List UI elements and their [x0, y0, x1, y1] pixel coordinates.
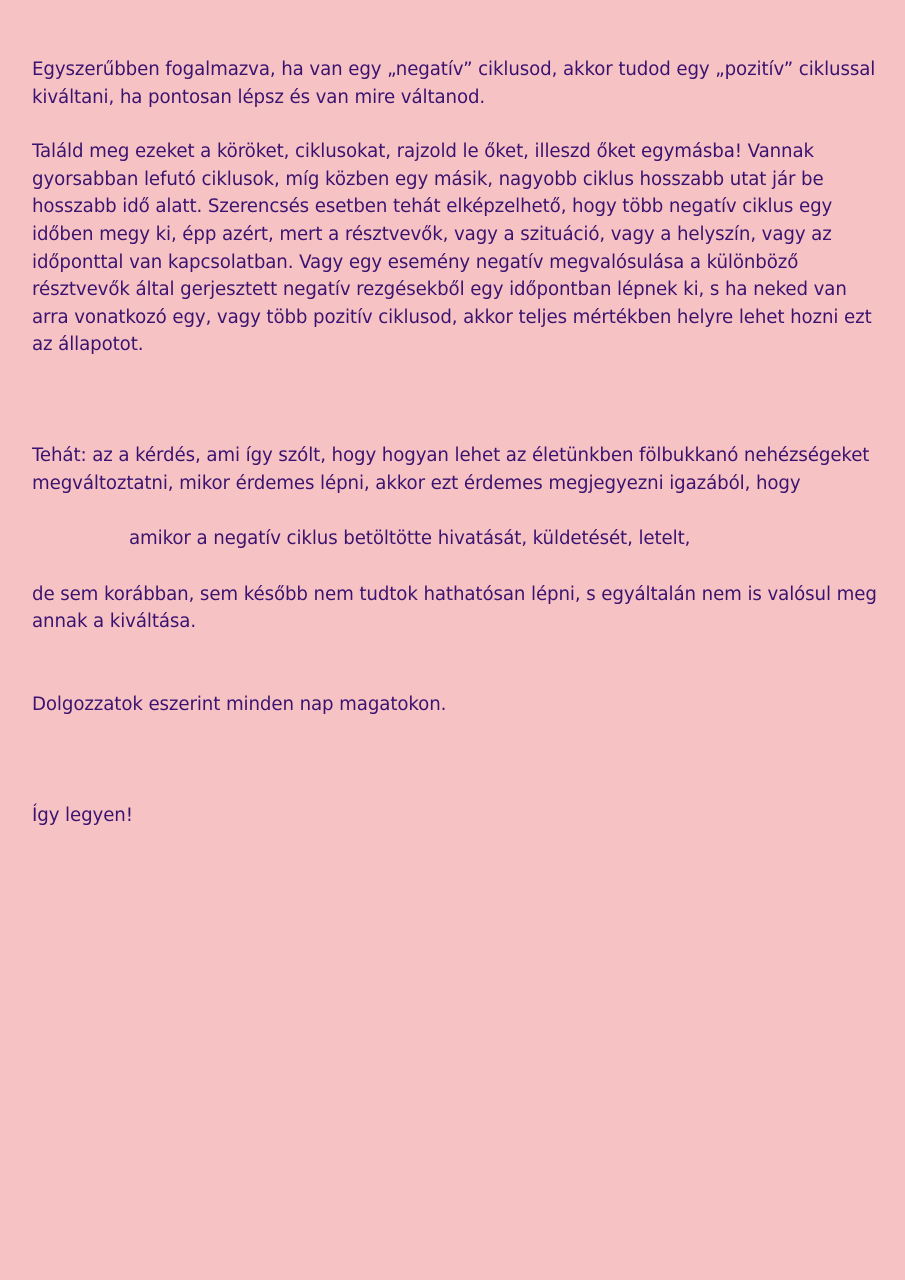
paragraph-work: Dolgozzatok eszerint minden nap magatokon.	[32, 693, 447, 715]
document-page	[32, 56, 882, 829]
paragraph-cycles: Találd meg ezeket a köröket, ciklusokat, rajzold le őket, illeszd őket egymásba! Vannak gyorsabban lefutó ciklusok, míg közben egy másik, nagyobb ciklus hosszabb utat jár be hosszabb idő alatt. Szerencsés esetben tehát elképzelhető, hogy több negatív ciklus egy időben megy ki, épp azért, mert a résztvevők, vagy a szituáció, vagy a helyszín, vagy az időponttal van kapcsolatban. Vagy egy esemény negatív megvalósulása a különböző résztvevők által gerjesztett negatív rezgésekből egy időpontban lépnek ki, s ha neked van arra vonatkozó egy, vagy több pozitív ciklusod, akkor teljes mértékben helyre lehet hozni ezt az állapotot.	[32, 141, 872, 356]
paragraph-indented: amikor a negatív ciklus betöltötte hivatását, küldetését, letelt,	[129, 528, 691, 550]
paragraph-but: de sem korábban, sem később nem tudtok hathatósan lépni, s egyáltalán nem is valósul meg annak a kiváltása.	[32, 583, 877, 633]
paragraph-amen: Így legyen!	[32, 804, 133, 826]
paragraph-intro: Egyszerűbben fogalmazva, ha van egy „negatív” ciklusod, akkor tudod egy „pozitív” ciklussal kiváltani, ha pontosan lépsz és van mire váltanod.	[32, 59, 876, 108]
paragraph-question: Tehát: az a kérdés, ami így szólt, hogy hogyan lehet az életünkben fölbukkanó nehézségeket megváltoztatni, mikor érdemes lépni, akkor ezt érdemes megjegyezni igazából, hogy	[32, 444, 870, 494]
